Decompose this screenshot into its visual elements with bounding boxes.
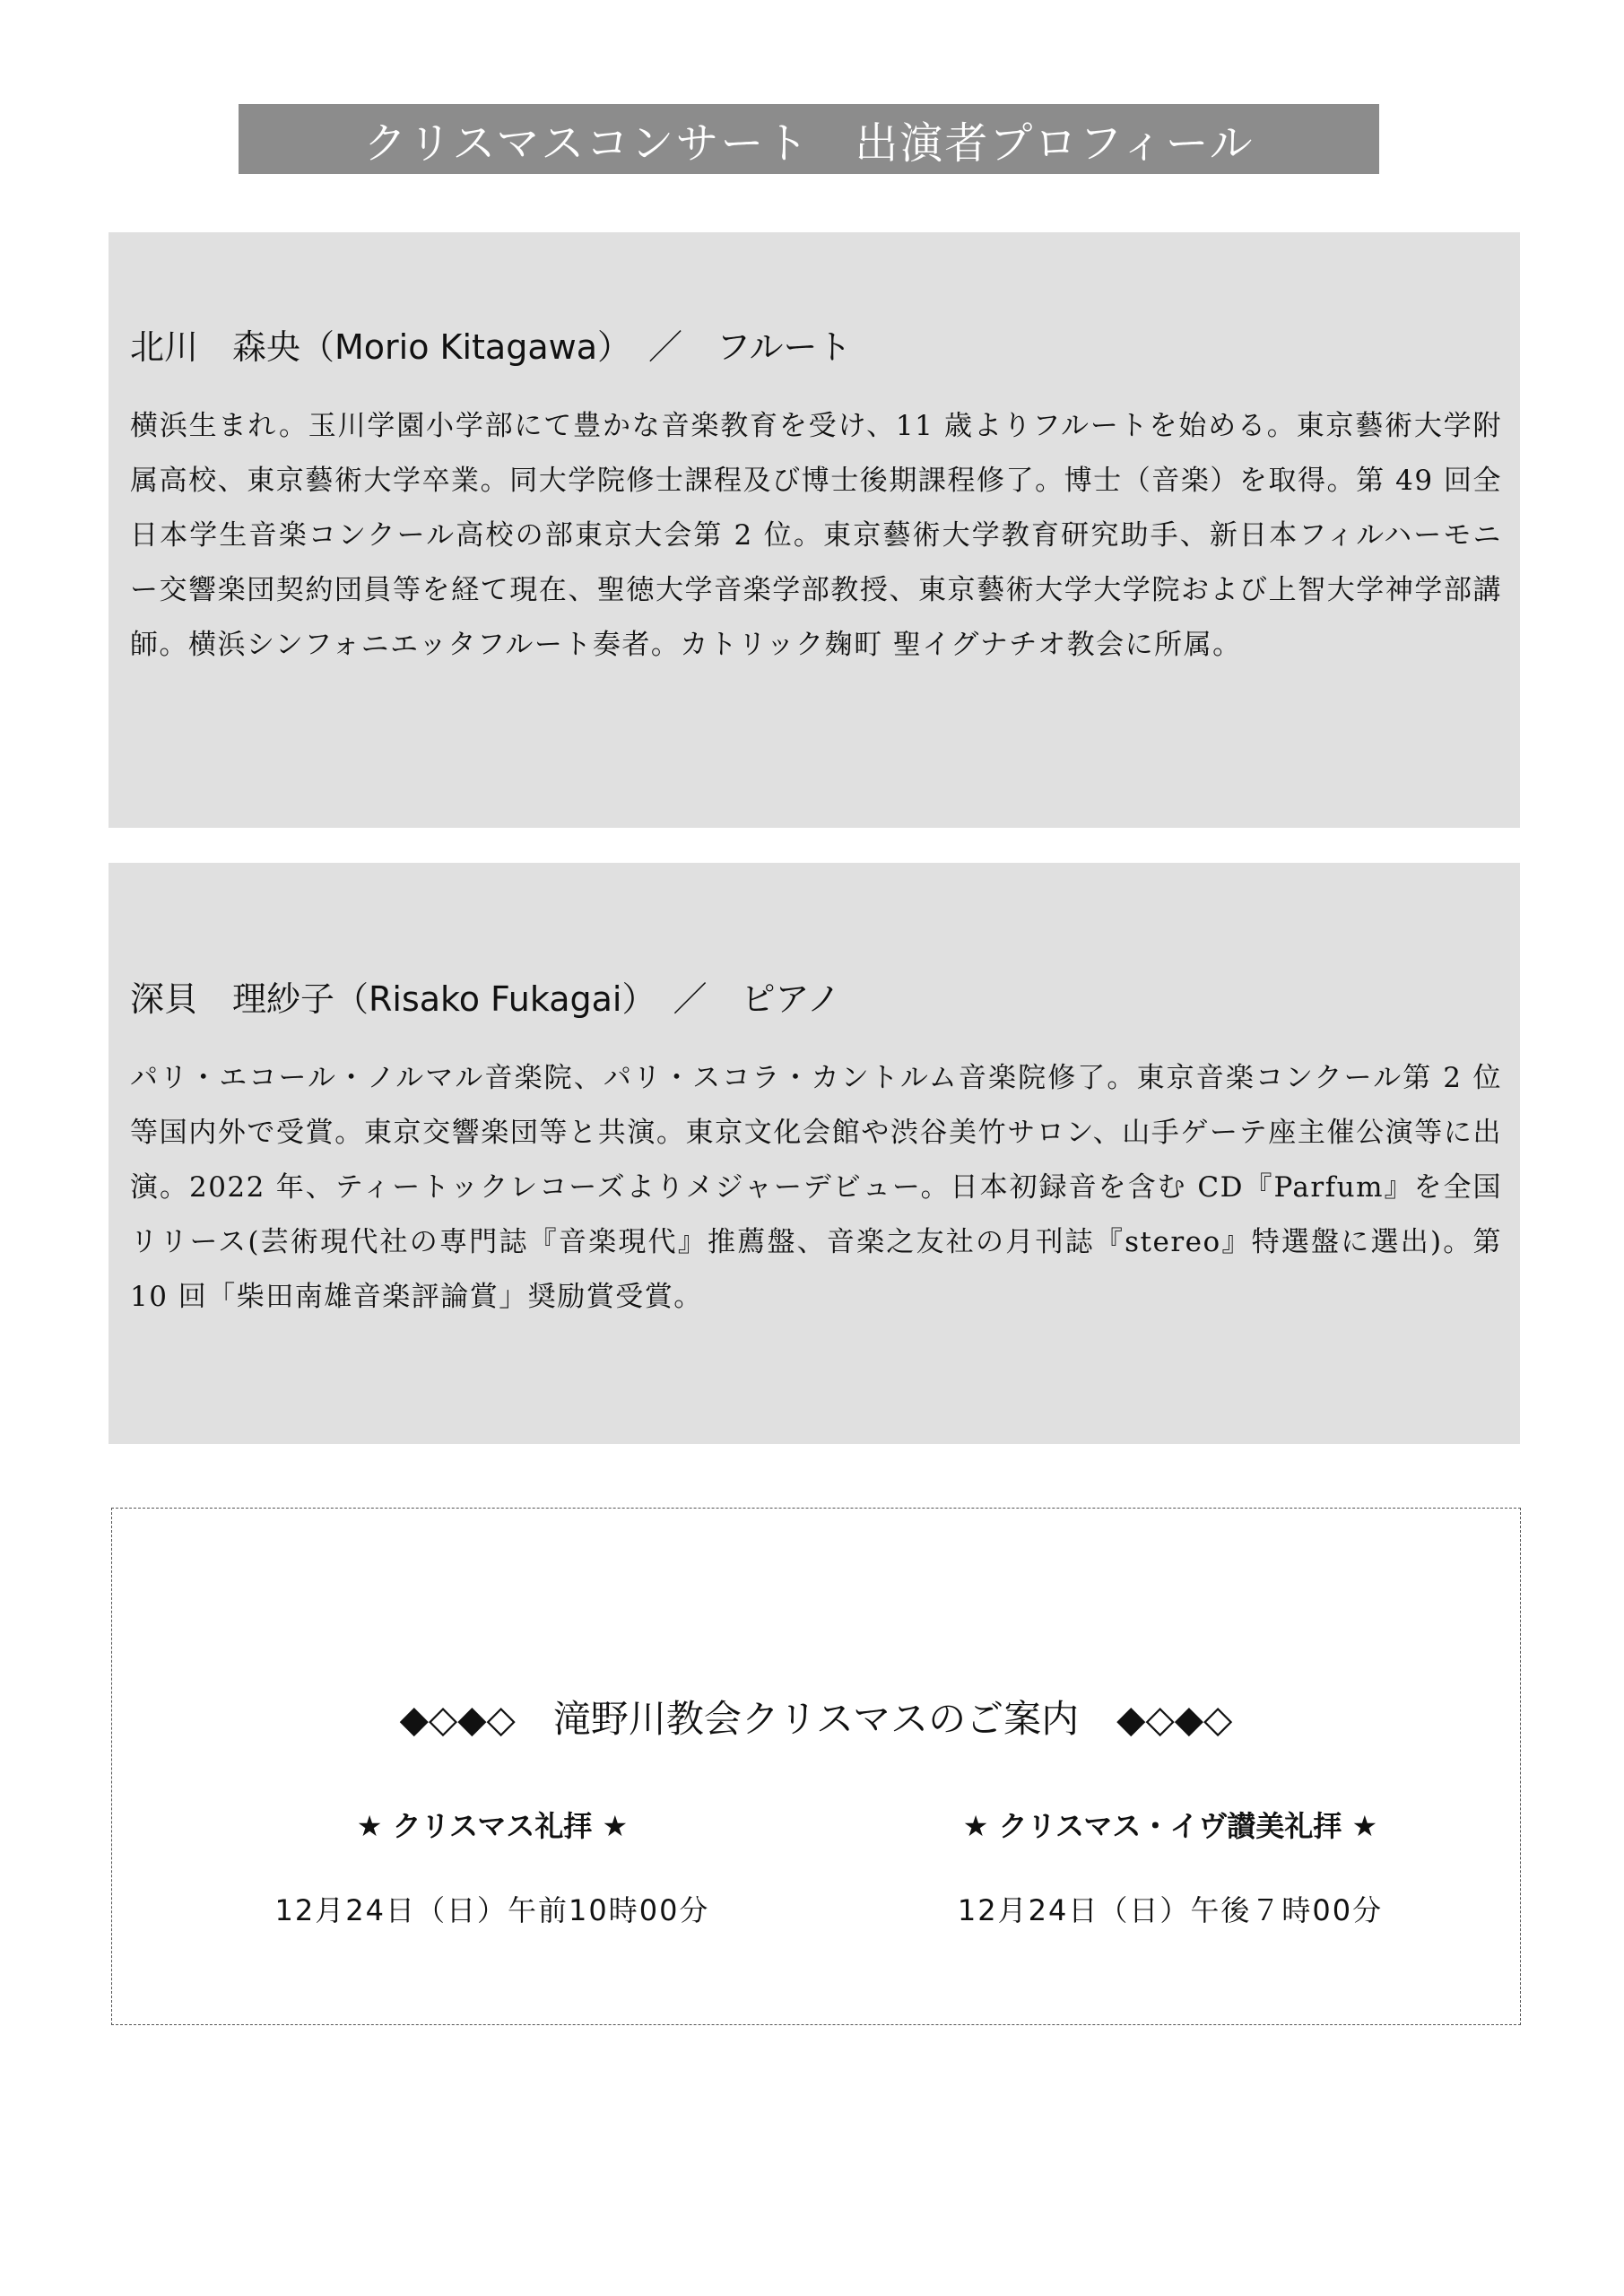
page-title: クリスマスコンサート 出演者プロフィール xyxy=(239,104,1379,174)
service-time: 12月24日（日）午前10時00分 xyxy=(274,1892,710,1927)
christmas-info-box xyxy=(111,1508,1521,2025)
service-name: ★ クリスマス・イヴ讃美礼拝 ★ xyxy=(962,1809,1378,1843)
info-title: ◆◇◆◇ 滝野川教会クリスマスのご案内 ◆◇◆◇ xyxy=(399,1697,1233,1741)
performer-heading: 深貝 理紗子（Risako Fukagai） ／ ピアノ xyxy=(130,979,841,1019)
service-name: ★ クリスマス礼拝 ★ xyxy=(356,1809,629,1843)
performer-profile-flute xyxy=(109,232,1520,828)
performer-bio: パリ・エコール・ノルマル音楽院、パリ・スコラ・カントルム音楽院修了。東京音楽コンクール第 2 位等国内外で受賞。東京交響楽団等と共演。東京文化会館や渋谷美竹サロン、山手ゲーテ座主催公演等に出演。2022 年、ティートックレコーズよりメジャーデビュー。日本初録音を含む CD『Parfum』を全国リリース(芸術現代社の専門誌『音楽現代』推薦盤、音楽之友社の月刊誌『stereo』特選盤に選出)。第 10 回「柴田南雄音楽評論賞」奨励賞受賞。 xyxy=(130,1061,1502,1313)
performer-profile-piano xyxy=(109,863,1520,1444)
service-christmas-eve xyxy=(847,1774,1493,1963)
performer-heading: 北川 森央（Morio Kitagawa） ／ フルート xyxy=(130,327,852,367)
performer-bio: 横浜生まれ。玉川学園小学部にて豊かな音楽教育を受け、11 歳よりフルートを始める。東京藝術大学附属高校、東京藝術大学卒業。同大学院修士課程及び博士後期課程修了。博士（音楽）を取得。第 49 回全日本学生音楽コンクール高校の部東京大会第 2 位。東京藝術大学教育研究助手、新日本フィルハーモニー交響楽団契約団員等を経て現在、聖徳大学音楽学部教授、東京藝術大学大学院および上智大学神学部講師。横浜シンフォニエッタフルート奏者。カトリック麹町 聖イグナチオ教会に所属。 xyxy=(130,409,1502,661)
service-time: 12月24日（日）午後７時00分 xyxy=(957,1892,1384,1927)
service-christmas-worship xyxy=(241,1774,743,1963)
